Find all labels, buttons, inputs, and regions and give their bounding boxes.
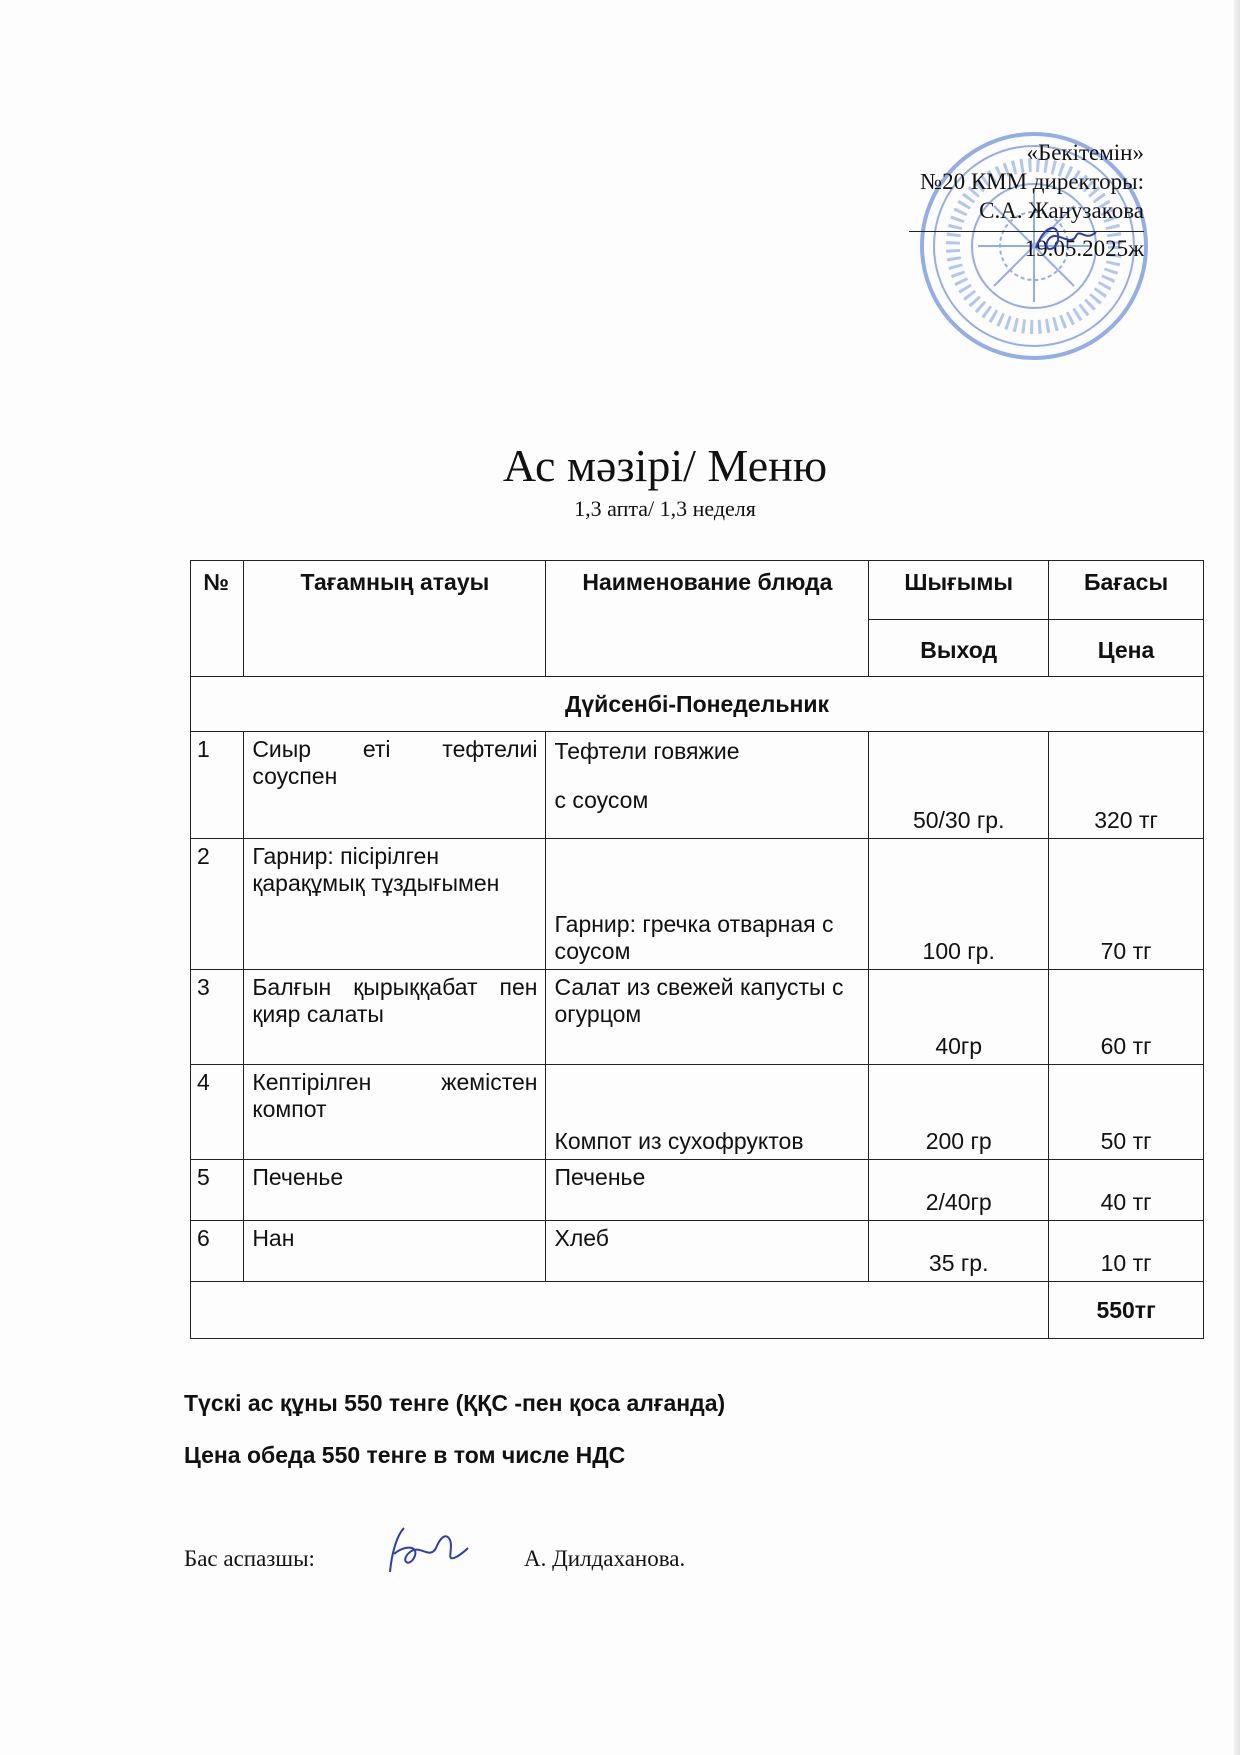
chef-name: А. Дилдаханова. [524,1546,686,1571]
row-price: 320 тг [1049,732,1204,839]
row-output: 100 гр. [869,839,1049,970]
row-num: 1 [191,732,244,839]
header-name-kz: Тағамның атауы [244,561,546,677]
row-name-ru: Хлеб [546,1221,869,1282]
row-output: 40гр [869,970,1049,1065]
row-num: 5 [191,1160,244,1221]
approval-director-name: С.А. Жанузакова [979,198,1144,223]
row-name-kz: Нан [244,1221,546,1282]
table-row [191,732,1204,839]
header-num: № [191,561,244,677]
row-price: 40 тг [1049,1160,1204,1221]
table-row [191,1065,1204,1160]
row-price: 60 тг [1049,970,1204,1065]
header-name-ru: Наименование блюда [546,561,869,677]
row-num: 6 [191,1221,244,1282]
row-name-ru: Гарнир: гречка отварная с соусом [546,839,869,970]
director-signature [1030,218,1100,258]
row-price: 70 тг [1049,839,1204,970]
row-name-kz: Гарнир: пісірілген қарақұмық тұздығымен [244,839,546,970]
row-output: 50/30 гр. [869,732,1049,839]
row-name-ru [546,732,869,839]
table-row [191,1160,1204,1221]
row-name-ru: Салат из свежей капусты с огурцом [546,970,869,1065]
price-note-ru: Цена обеда 550 тенге в том числе НДС [184,1442,626,1468]
day-row [191,677,1204,732]
header-output-kz: Шығымы [869,561,1049,620]
total-row [191,1282,1204,1339]
row-price: 10 тг [1049,1221,1204,1282]
menu-table [190,560,1204,1339]
header-output-ru: Выход [869,620,1049,677]
row-name-kz: Сиыр еті тефтелиі соуспен [244,732,546,839]
row-output: 2/40гр [869,1160,1049,1221]
table-row [191,970,1204,1065]
row-price: 50 тг [1049,1065,1204,1160]
row-output: 200 гр [869,1065,1049,1160]
chef-signature [380,1520,470,1582]
row-name-kz: Печенье [244,1160,546,1221]
page-edge [1234,0,1240,1755]
row-num: 2 [191,839,244,970]
row-output: 35 гр. [869,1221,1049,1282]
row-name-kz: Кептірілген жемістен компот [244,1065,546,1160]
table-row [191,839,1204,970]
page-title: Ас мәзірі/ Меню [502,440,828,491]
chef-label: Бас аспазшы: [184,1546,315,1571]
row-name-ru-line1: Тефтели говяжие [554,738,740,764]
row-name-ru-line2: с соусом [554,787,649,813]
price-note-kz: Түскі ас құны 550 тенге (ҚҚС -пен қоса алғанда) [184,1390,726,1416]
row-num: 4 [191,1065,244,1160]
header-price-kz: Бағасы [1049,561,1204,620]
approval-position: №20 КММ директоры: [920,169,1144,194]
approval-block [909,138,1144,263]
row-num: 3 [191,970,244,1065]
table-row [191,1221,1204,1282]
row-name-kz: Балғын қырыққабат пен қияр салаты [244,970,546,1065]
header-price-ru: Цена [1049,620,1204,677]
approval-date: 19.05.2025ж [909,231,1144,263]
approval-heading: «Бекітемін» [1026,140,1144,165]
day-label: Дүйсенбі-Понедельник [191,677,1204,732]
row-name-ru: Печенье [546,1160,869,1221]
row-name-ru: Компот из сухофруктов [546,1065,869,1160]
total-value: 550тг [1049,1282,1204,1339]
page-subtitle: 1,3 апта/ 1,3 неделя [574,496,756,521]
table-header-row [191,561,1204,620]
total-empty-cell [191,1282,1049,1339]
